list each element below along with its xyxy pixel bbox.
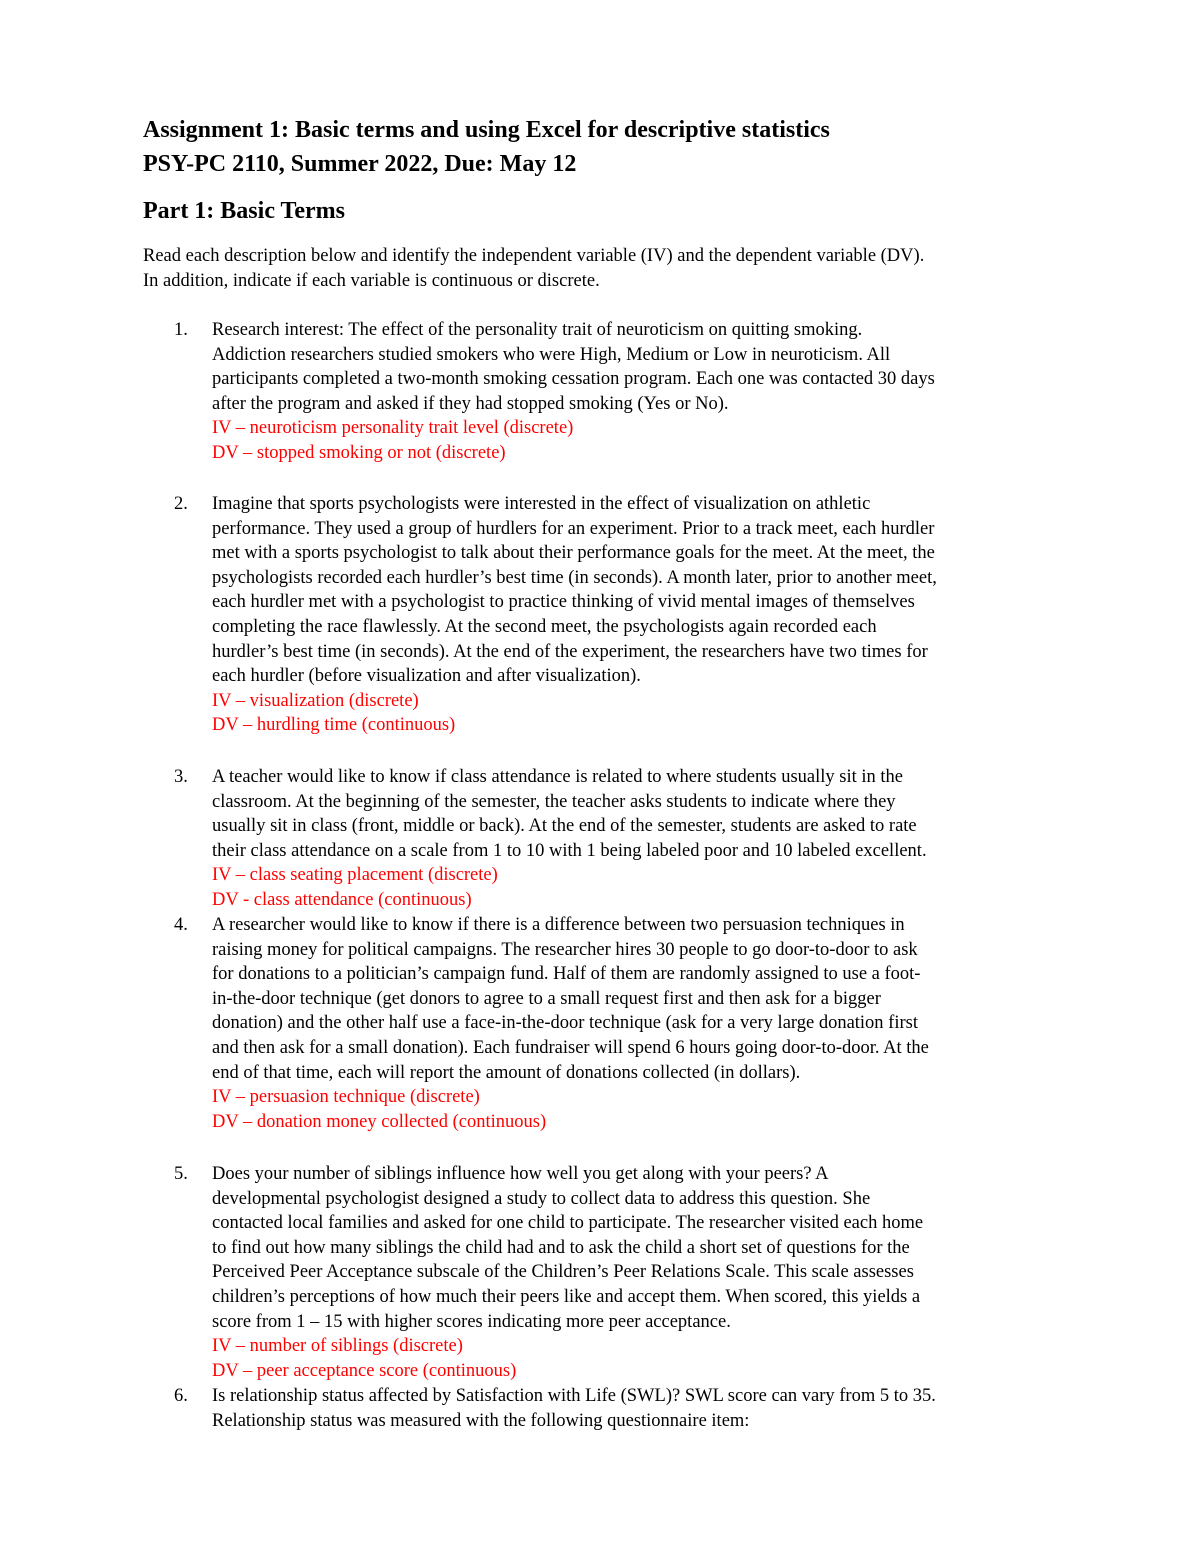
question-text-line: each hurdler (before visualization and after visualization). xyxy=(212,666,641,687)
answer-iv: IV – persuasion technique (discrete) xyxy=(212,1087,480,1108)
question-text-line: to find out how many siblings the child had and to ask the child a short set of questions for the xyxy=(212,1237,910,1258)
question-text-line: Addiction researchers studied smokers who were High, Medium or Low in neuroticism. All xyxy=(212,344,891,365)
question-body xyxy=(212,765,1072,913)
instructions-line: Read each description below and identify the independent variable (IV) and the dependent variable (DV). xyxy=(143,246,925,266)
question-text-line: psychologists recorded each hurdler’s best time (in seconds). A month later, prior to another meet, xyxy=(212,567,937,588)
question-text-line: Relationship status was measured with the following questionnaire item: xyxy=(212,1410,750,1431)
question-body xyxy=(212,913,1072,1134)
question-text-line: developmental psychologist designed a study to collect data to address this question. She xyxy=(212,1188,871,1209)
instructions-paragraph xyxy=(143,244,1063,293)
question-text-line: their class attendance on a scale from 1 to 10 with 1 being labeled poor and 10 labeled excellent. xyxy=(212,840,927,861)
question-text-line: Does your number of siblings influence how well you get along with your peers? A xyxy=(212,1164,829,1184)
question-text-line: for donations to a politician’s campaign fund. Half of them are randomly assigned to use a foot- xyxy=(212,964,921,985)
question-text-line: Perceived Peer Acceptance subscale of the Children’s Peer Relations Scale. This scale assesses xyxy=(212,1262,914,1283)
question-text-line: raising money for political campaigns. The researcher hires 30 people to go door-to-door to ask xyxy=(212,939,918,960)
question-number: 2. xyxy=(174,494,188,514)
question-text-line: Research interest: The effect of the personality trait of neuroticism on quitting smoking. xyxy=(212,320,863,340)
question-text-line: Is relationship status affected by Satisfaction with Life (SWL)? SWL score can vary from 5 to 35. xyxy=(212,1386,936,1406)
question-text-line: completing the race flawlessly. At the second meet, the psychologists again recorded each xyxy=(212,616,877,637)
question-number: 3. xyxy=(174,767,188,787)
question-text-line: met with a sports psychologist to talk about their performance goals for the meet. At the meet, the xyxy=(212,543,935,564)
answer-dv: DV – peer acceptance score (continuous) xyxy=(212,1360,517,1381)
answer-iv: IV – class seating placement (discrete) xyxy=(212,865,498,886)
question-text-line: each hurdler met with a psychologist to practice thinking of vivid mental images of themselves xyxy=(212,592,915,613)
course-info-line: PSY-PC 2110, Summer 2022, Due: May 12 xyxy=(143,151,577,177)
question-number: 4. xyxy=(174,915,188,935)
assignment-title: Assignment 1: Basic terms and using Excel for descriptive statistics xyxy=(143,117,830,143)
answer-dv: DV – donation money collected (continuous) xyxy=(212,1111,547,1132)
answer-iv: IV – neuroticism personality trait level (discrete) xyxy=(212,418,574,439)
question-text-line: hurdler’s best time (in seconds). At the end of the experiment, the researchers have two times for xyxy=(212,641,928,662)
question-text-line: children’s perceptions of how much their peers like and accept them. When scored, this yields a xyxy=(212,1286,921,1307)
instructions-line: In addition, indicate if each variable is continuous or discrete. xyxy=(143,270,600,291)
answer-iv: IV – number of siblings (discrete) xyxy=(212,1336,463,1357)
question-body xyxy=(212,318,1072,466)
question-text-line: A teacher would like to know if class attendance is related to where students usually sit in the xyxy=(212,767,903,787)
question-text-line: participants completed a two-month smoking cessation program. Each one was contacted 30 days xyxy=(212,369,935,390)
answer-iv: IV – visualization (discrete) xyxy=(212,690,419,711)
question-text-line: contacted local families and asked for one child to participate. The researcher visited each home xyxy=(212,1213,924,1234)
question-text-line: A researcher would like to know if there is a difference between two persuasion techniques in xyxy=(212,915,905,935)
question-text-line: end of that time, each will report the amount of donations collected (in dollars). xyxy=(212,1062,801,1083)
question-number: 1. xyxy=(174,320,188,340)
question-text-line: and then ask for a small donation). Each fundraiser will spend 6 hours going door-to-door. At the xyxy=(212,1037,929,1058)
question-text-line: after the program and asked if they had stopped smoking (Yes or No). xyxy=(212,393,729,414)
question-text-line: usually sit in class (front, middle or back). At the end of the semester, students are asked to rate xyxy=(212,816,917,837)
answer-dv: DV - class attendance (continuous) xyxy=(212,889,472,910)
question-number: 6. xyxy=(174,1386,188,1406)
question-text-line: Imagine that sports psychologists were interested in the effect of visualization on athletic xyxy=(212,494,871,514)
question-text-line: performance. They used a group of hurdlers for an experiment. Prior to a track meet, each hurdler xyxy=(212,518,935,539)
answer-dv: DV – hurdling time (continuous) xyxy=(212,715,456,736)
question-text-line: classroom. At the beginning of the semester, the teacher asks students to indicate where they xyxy=(212,791,896,812)
question-body xyxy=(212,1162,1072,1383)
question-body xyxy=(212,492,1072,738)
part-1-heading: Part 1: Basic Terms xyxy=(143,198,345,224)
question-text-line: donation) and the other half use a face-in-the-door technique (ask for a very large donation first xyxy=(212,1013,918,1034)
question-text-line: in-the-door technique (get donors to agree to a small request first and then ask for a bigger xyxy=(212,988,881,1009)
answer-dv: DV – stopped smoking or not (discrete) xyxy=(212,442,506,463)
question-number: 5. xyxy=(174,1164,188,1184)
question-body xyxy=(212,1384,1072,1433)
question-text-line: score from 1 – 15 with higher scores indicating more peer acceptance. xyxy=(212,1311,731,1332)
